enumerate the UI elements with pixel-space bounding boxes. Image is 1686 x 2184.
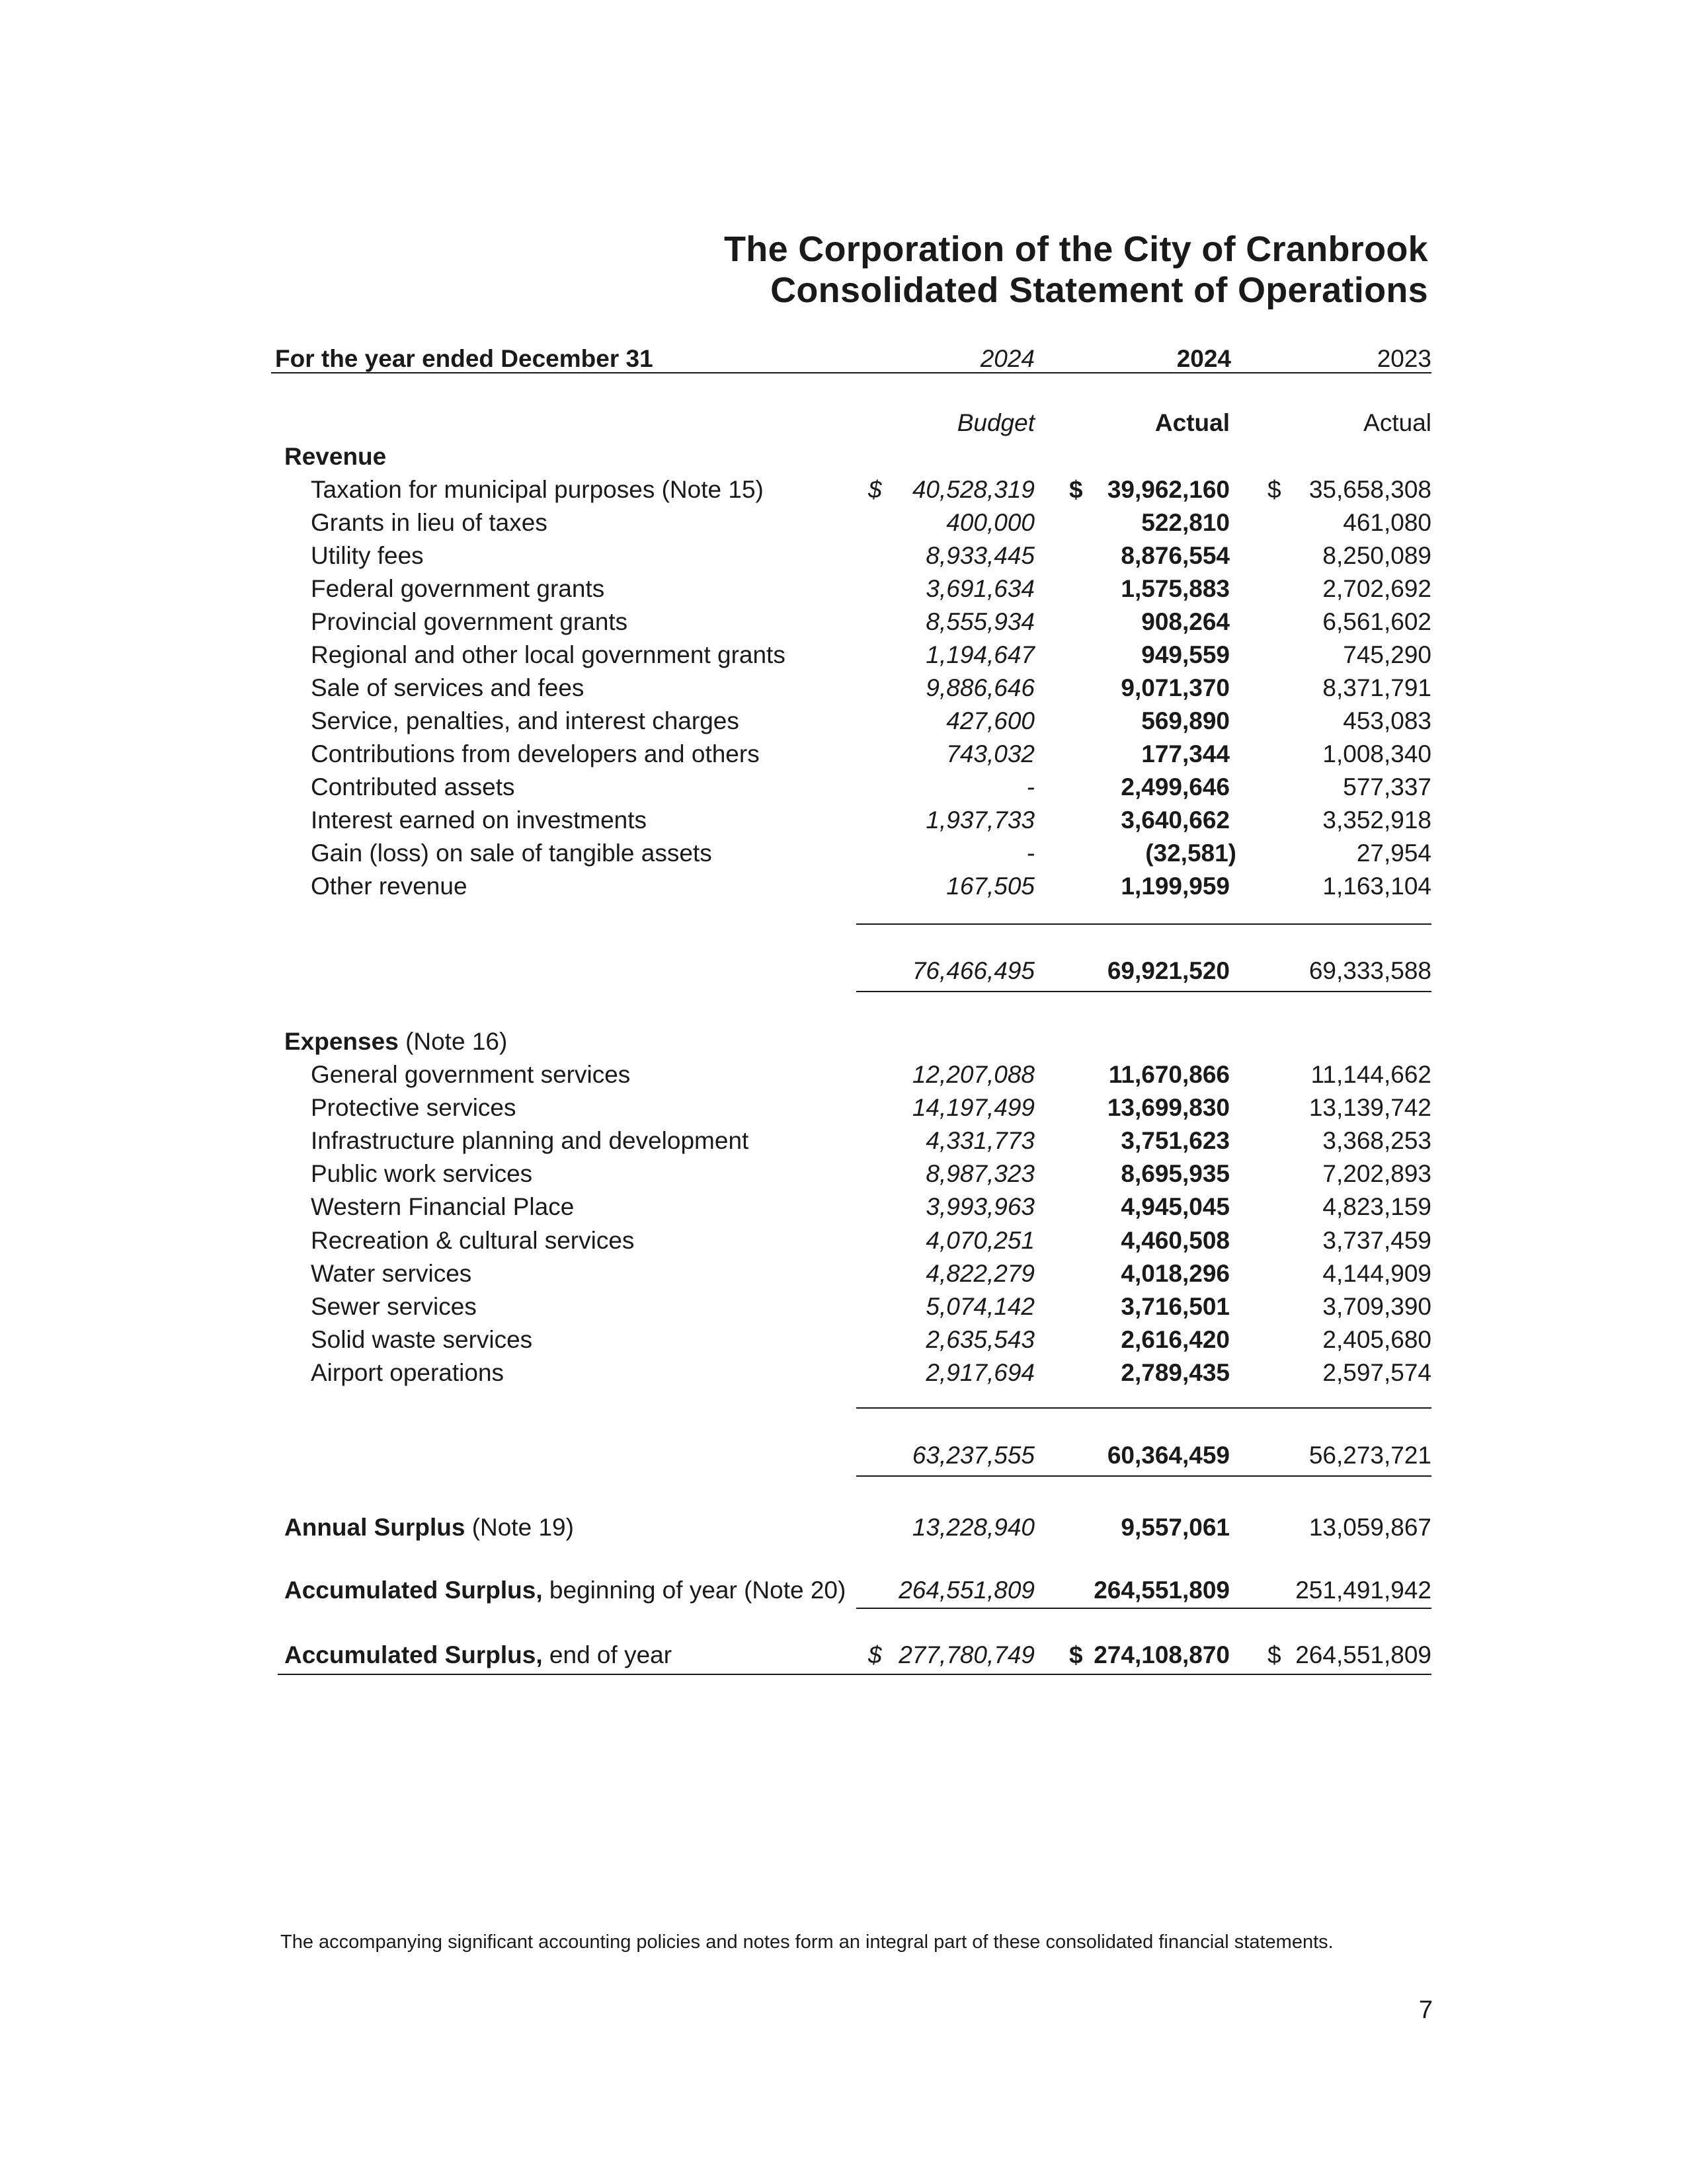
expense-row — [0, 1359, 1686, 1392]
revenue-row — [0, 873, 1686, 906]
header-rule — [271, 372, 1431, 373]
expenses-total-row — [0, 1442, 1686, 1475]
expense-row — [0, 1260, 1686, 1293]
expense-row-label: General government services — [311, 1061, 631, 1088]
revenue-row-label: Interest earned on investments — [311, 806, 647, 834]
revenue-row-prior: 27,954 — [1356, 839, 1431, 867]
expense-row — [0, 1227, 1686, 1260]
col-budget-label: Budget — [957, 409, 1035, 436]
expense-row-label: Infrastructure planning and development — [311, 1127, 749, 1155]
revenue-row-actual: 1,199,959 — [1121, 873, 1230, 900]
revenue-heading-row — [0, 443, 1686, 476]
revenue-heading: Revenue — [284, 443, 387, 470]
revenue-row-label: Provincial government grants — [311, 608, 628, 635]
revenue-row-label: Service, penalties, and interest charges — [311, 707, 739, 734]
expense-row-budget: 2,917,694 — [926, 1358, 1035, 1386]
expense-row-actual: 2,616,420 — [1121, 1325, 1230, 1353]
annual-surplus-actual: 9,557,061 — [1121, 1514, 1230, 1541]
revenue-row-label: Utility fees — [311, 542, 424, 569]
revenue-row-budget: 8,933,445 — [926, 542, 1035, 569]
accum-begin-label: Accumulated Surplus, beginning of year (Note 20) — [284, 1577, 846, 1604]
expense-row-budget: 4,070,251 — [926, 1226, 1035, 1254]
expense-row-prior: 13,139,742 — [1308, 1094, 1431, 1122]
revenue-row-actual: 2,499,646 — [1121, 773, 1230, 800]
expenses-total-prior: 56,273,721 — [1308, 1442, 1431, 1469]
expense-row-prior: 3,368,253 — [1322, 1127, 1431, 1155]
revenue-subtotal-rule — [856, 923, 1431, 925]
revenue-row — [0, 608, 1686, 641]
revenue-row — [0, 740, 1686, 773]
revenue-row-budget: 3,691,634 — [926, 575, 1035, 602]
revenue-prior-currency: $ — [1267, 476, 1281, 503]
expenses-heading: Expenses (Note 16) — [284, 1028, 508, 1055]
revenue-row — [0, 839, 1686, 873]
expenses-total-rule — [856, 1475, 1431, 1477]
revenue-row-label: Regional and other local government grants — [311, 641, 785, 668]
revenue-row-actual: 908,264 — [1141, 608, 1230, 635]
accum-end-prior-currency: $ — [1267, 1641, 1281, 1668]
expense-row — [0, 1160, 1686, 1193]
revenue-row — [0, 773, 1686, 806]
revenue-row-actual: (32,581) — [1145, 839, 1236, 867]
expense-row-budget: 4,331,773 — [926, 1127, 1035, 1155]
expense-row-budget: 12,207,088 — [912, 1061, 1035, 1088]
expense-row — [0, 1127, 1686, 1160]
revenue-row-budget: 8,555,934 — [926, 608, 1035, 635]
expense-row-label: Recreation & cultural services — [311, 1226, 635, 1254]
revenue-row-label: Contributed assets — [311, 773, 515, 800]
expense-row-label: Western Financial Place — [311, 1193, 575, 1221]
revenue-row-actual: 39,962,160 — [1107, 476, 1230, 503]
expenses-total-actual: 60,364,459 — [1107, 1442, 1230, 1469]
accum-end-budget: 277,780,749 — [899, 1641, 1035, 1668]
accum-end-rule — [278, 1674, 1431, 1675]
revenue-total-prior: 69,333,588 — [1308, 957, 1431, 984]
expense-row-actual: 3,751,623 — [1121, 1127, 1230, 1155]
revenue-row-actual: 569,890 — [1141, 707, 1230, 734]
expense-row — [0, 1094, 1686, 1127]
expense-row-prior: 2,597,574 — [1322, 1358, 1431, 1386]
expense-row-budget: 4,822,279 — [926, 1259, 1035, 1287]
expense-row-actual: 2,789,435 — [1121, 1358, 1230, 1386]
accum-begin-prior: 251,491,942 — [1295, 1577, 1431, 1604]
revenue-row-budget: - — [1026, 839, 1035, 867]
revenue-row-prior: 1,008,340 — [1322, 740, 1431, 767]
revenue-row-prior: 577,337 — [1343, 773, 1431, 800]
revenue-row-actual: 3,640,662 — [1121, 806, 1230, 834]
expense-row-actual: 4,460,508 — [1121, 1226, 1230, 1254]
annual-surplus-row — [0, 1514, 1686, 1547]
annual-surplus-prior: 13,059,867 — [1308, 1514, 1431, 1541]
revenue-row — [0, 542, 1686, 575]
expenses-subtotal-rule — [856, 1407, 1431, 1409]
revenue-row-label: Federal government grants — [311, 575, 605, 602]
expense-row-budget: 8,987,323 — [926, 1160, 1035, 1188]
revenue-row — [0, 707, 1686, 740]
accum-begin-budget: 264,551,809 — [899, 1577, 1035, 1604]
revenue-row-budget: 743,032 — [946, 740, 1035, 767]
revenue-row — [0, 674, 1686, 707]
revenue-row — [0, 806, 1686, 839]
col-prior-year: 2023 — [1377, 345, 1431, 372]
revenue-row-budget: 167,505 — [946, 873, 1035, 900]
accum-end-row — [0, 1641, 1686, 1674]
revenue-row-prior: 8,250,089 — [1322, 542, 1431, 569]
expense-row — [0, 1326, 1686, 1359]
revenue-row — [0, 509, 1686, 542]
revenue-row-prior: 35,658,308 — [1308, 476, 1431, 503]
expense-row-label: Public work services — [311, 1160, 533, 1188]
expense-row-prior: 4,144,909 — [1322, 1259, 1431, 1287]
revenue-row-budget: 400,000 — [946, 509, 1035, 536]
revenue-row-prior: 6,561,602 — [1322, 608, 1431, 635]
revenue-row-prior: 8,371,791 — [1322, 674, 1431, 701]
col-budget-year: 2024 — [980, 345, 1035, 372]
revenue-row-prior: 1,163,104 — [1322, 873, 1431, 900]
annual-surplus-budget: 13,228,940 — [912, 1514, 1035, 1541]
revenue-row-actual: 949,559 — [1141, 641, 1230, 668]
revenue-row-label: Contributions from developers and others — [311, 740, 760, 767]
revenue-row — [0, 575, 1686, 608]
revenue-row-actual: 1,575,883 — [1121, 575, 1230, 602]
revenue-budget-currency: $ — [868, 476, 882, 503]
revenue-row-actual: 9,071,370 — [1121, 674, 1230, 701]
revenue-row-label: Taxation for municipal purposes (Note 15) — [311, 476, 764, 503]
expense-row-prior: 4,823,159 — [1322, 1193, 1431, 1221]
accum-end-actual-currency: $ — [1069, 1641, 1083, 1668]
expense-row-label: Protective services — [311, 1094, 516, 1122]
revenue-row-actual: 177,344 — [1141, 740, 1230, 767]
expense-row-actual: 11,670,866 — [1108, 1061, 1230, 1088]
expense-row-label: Sewer services — [311, 1292, 477, 1320]
expense-row-actual: 13,699,830 — [1107, 1094, 1230, 1122]
statement-entity-title: The Corporation of the City of Cranbrook — [724, 229, 1428, 269]
revenue-row — [0, 476, 1686, 509]
statement-title: Consolidated Statement of Operations — [770, 270, 1428, 310]
expense-row-actual: 4,018,296 — [1121, 1259, 1230, 1287]
revenue-total-row — [0, 957, 1686, 990]
expense-row — [0, 1193, 1686, 1226]
expense-row — [0, 1061, 1686, 1094]
revenue-row — [0, 641, 1686, 674]
col-actual-label: Actual — [1154, 409, 1230, 436]
accum-end-budget-currency: $ — [868, 1641, 882, 1668]
annual-surplus-label: Annual Surplus (Note 19) — [284, 1514, 574, 1541]
revenue-row-label: Sale of services and fees — [311, 674, 584, 701]
expenses-total-budget: 63,237,555 — [912, 1442, 1035, 1469]
revenue-total-rule — [856, 991, 1431, 992]
revenue-row-prior: 461,080 — [1343, 509, 1431, 536]
period-label: For the year ended December 31 — [275, 345, 653, 372]
accum-end-label: Accumulated Surplus, end of year — [284, 1641, 672, 1668]
revenue-row-budget: 9,886,646 — [926, 674, 1035, 701]
expense-row-actual: 3,716,501 — [1121, 1292, 1230, 1320]
revenue-row-label: Other revenue — [311, 873, 467, 900]
revenue-row-prior: 2,702,692 — [1322, 575, 1431, 602]
revenue-row-label: Grants in lieu of taxes — [311, 509, 547, 536]
revenue-total-budget: 76,466,495 — [912, 957, 1035, 984]
accum-begin-actual: 264,551,809 — [1094, 1577, 1230, 1604]
accum-end-prior: 264,551,809 — [1295, 1641, 1431, 1668]
revenue-total-actual: 69,921,520 — [1107, 957, 1230, 984]
expense-row-label: Water services — [311, 1259, 472, 1287]
revenue-actual-currency: $ — [1069, 476, 1083, 503]
expense-row-budget: 5,074,142 — [926, 1292, 1035, 1320]
expense-row-prior: 3,709,390 — [1322, 1292, 1431, 1320]
expense-row-prior: 7,202,893 — [1322, 1160, 1431, 1188]
revenue-row-budget: 40,528,319 — [912, 476, 1035, 503]
page-number: 7 — [1418, 1996, 1433, 2024]
expense-row-prior: 2,405,680 — [1322, 1325, 1431, 1353]
revenue-row-budget: 1,937,733 — [926, 806, 1035, 834]
accum-begin-rule — [856, 1608, 1431, 1609]
revenue-row-prior: 745,290 — [1343, 641, 1431, 668]
revenue-row-label: Gain (loss) on sale of tangible assets — [311, 839, 712, 867]
accum-begin-row — [0, 1577, 1686, 1610]
revenue-row-prior: 3,352,918 — [1322, 806, 1431, 834]
expense-row-budget: 2,635,543 — [926, 1325, 1035, 1353]
revenue-row-actual: 522,810 — [1141, 509, 1230, 536]
expense-row-budget: 14,197,499 — [912, 1094, 1035, 1122]
expense-row-prior: 11,144,662 — [1310, 1061, 1431, 1088]
expense-row-prior: 3,737,459 — [1322, 1226, 1431, 1254]
col-actual-year: 2024 — [1176, 345, 1231, 372]
revenue-row-budget: 1,194,647 — [926, 641, 1035, 668]
expense-row-budget: 3,993,963 — [926, 1193, 1035, 1221]
expense-row-label: Airport operations — [311, 1358, 504, 1386]
revenue-row-prior: 453,083 — [1343, 707, 1431, 734]
expense-row-label: Solid waste services — [311, 1325, 533, 1353]
accum-end-actual: 274,108,870 — [1094, 1641, 1230, 1668]
revenue-row-actual: 8,876,554 — [1121, 542, 1230, 569]
expense-row-actual: 8,695,935 — [1121, 1160, 1230, 1188]
revenue-row-budget: 427,600 — [946, 707, 1035, 734]
expenses-heading-row — [0, 1028, 1686, 1061]
expense-row-actual: 4,945,045 — [1121, 1193, 1230, 1221]
footer-note: The accompanying significant accounting policies and notes form an integral part of these consolidated financial statements. — [280, 1931, 1334, 1953]
expense-row — [0, 1293, 1686, 1326]
col-prior-label: Actual — [1363, 409, 1431, 436]
revenue-row-budget: - — [1026, 773, 1035, 800]
